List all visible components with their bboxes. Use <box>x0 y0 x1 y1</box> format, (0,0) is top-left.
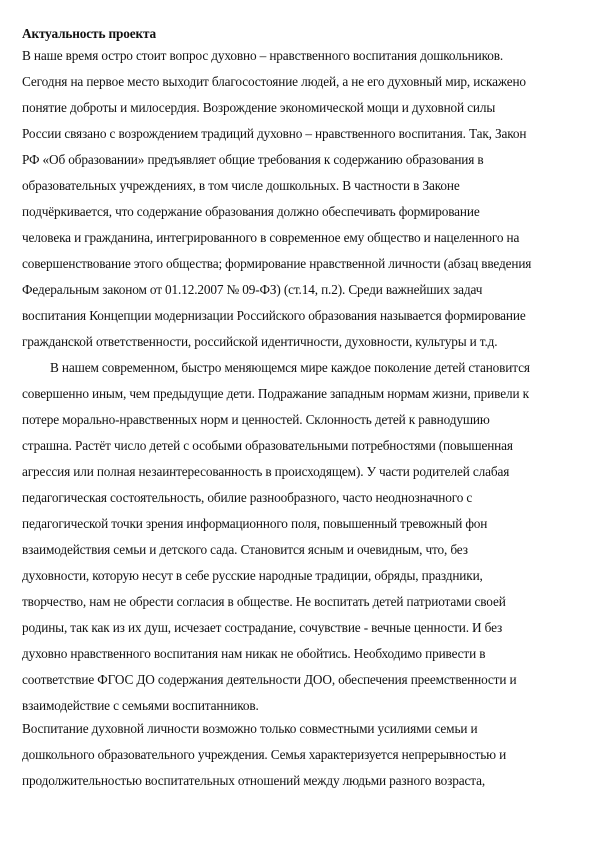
paragraph-1-line-6: образовательных учреждениях, в том числе дошкольных. В частности в Законе <box>22 178 460 193</box>
paragraph-2-line-4: страшна. Растёт число детей с особыми образовательными потребностями (повышенная <box>22 438 513 453</box>
paragraph-2-line-6: педагогическая состоятельность, обилие разнообразного, часто неоднозначного с <box>22 490 473 505</box>
paragraph-2-line-9: духовности, которую несут в себе русские народные традиции, обряды, праздники, <box>22 568 483 583</box>
paragraph-2-line-7: педагогической точки зрения информационного поля, повышенный тревожный фон <box>22 516 488 531</box>
paragraph-2-line-14: взаимодействие с семьями воспитанников. <box>22 698 259 713</box>
paragraph-2-line-5: агрессия или полная незаинтересованность в происходящем). У части родителей слабая <box>22 464 510 479</box>
paragraph-1-line-10: Федеральным законом от 01.12.2007 № 09-ФЗ) (ст.14, п.2). Среди важнейших задач <box>22 282 483 297</box>
paragraph-1-line-11: воспитания Концепции модернизации Российского образования называется формирование <box>22 308 526 323</box>
paragraph-1-line-2: Сегодня на первое место выходит благосостояние людей, а не его духовный мир, искажено <box>22 74 526 89</box>
paragraph-3-line-3: продолжительностью воспитательных отношений между людьми разного возраста, <box>22 773 485 788</box>
paragraph-1-line-1: В наше время остро стоит вопрос духовно – нравственного воспитания дошкольников. <box>22 48 504 63</box>
paragraph-1-line-4: России связано с возрождением традиций духовно – нравственного воспитания. Так, Закон <box>22 126 527 141</box>
paragraph-3-line-1: Воспитание духовной личности возможно только совместными усилиями семьи и <box>22 721 478 736</box>
paragraph-1-line-3: понятие доброты и милосердия. Возрождение экономической мощи и духовной силы <box>22 100 496 115</box>
paragraph-2-line-1: В нашем современном, быстро меняющемся мире каждое поколение детей становится <box>50 360 530 375</box>
paragraph-1-line-9: совершенствование этого общества; формирование нравственной личности (абзац введения <box>22 256 532 271</box>
paragraph-2-line-10: творчество, нам не обрести согласия в обществе. Не воспитать детей патриотами своей <box>22 594 506 609</box>
paragraph-1-line-8: человека и гражданина, интегрированного в современное ему общество и нацеленного на <box>22 230 520 245</box>
paragraph-2-line-11: родины, так как из их душ, исчезает сострадание, сочувствие - вечные ценности. И без <box>22 620 503 635</box>
paragraph-1-line-12: гражданской ответственности, российской идентичности, духовности, культуры и т.д. <box>22 334 498 349</box>
paragraph-2-line-2: совершенно иным, чем предыдущие дети. Подражание западным нормам жизни, привели к <box>22 386 529 401</box>
paragraph-2-line-3: потере морально-нравственных норм и ценностей. Склонность детей к равнодушию <box>22 412 490 427</box>
paragraph-1-line-7: подчёркивается, что содержание образования должно обеспечивать формирование <box>22 204 480 219</box>
paragraph-2-line-8: взаимодействия семьи и детского сада. Становится ясным и очевидным, что, без <box>22 542 468 557</box>
document-title: Актуальность проекта <box>22 26 157 41</box>
paragraph-3-line-2: дошкольного образовательного учреждения. Семья характеризуется непрерывностью и <box>22 747 507 762</box>
paragraph-2-line-13: соответствие ФГОС ДО содержания деятельности ДОО, обеспечения преемственности и <box>22 672 517 687</box>
paragraph-1-line-5: РФ «Об образовании» предъявляет общие требования к содержанию образования в <box>22 152 484 167</box>
paragraph-2-line-12: духовно нравственного воспитания нам никак не обойтись. Необходимо привести в <box>22 646 486 661</box>
